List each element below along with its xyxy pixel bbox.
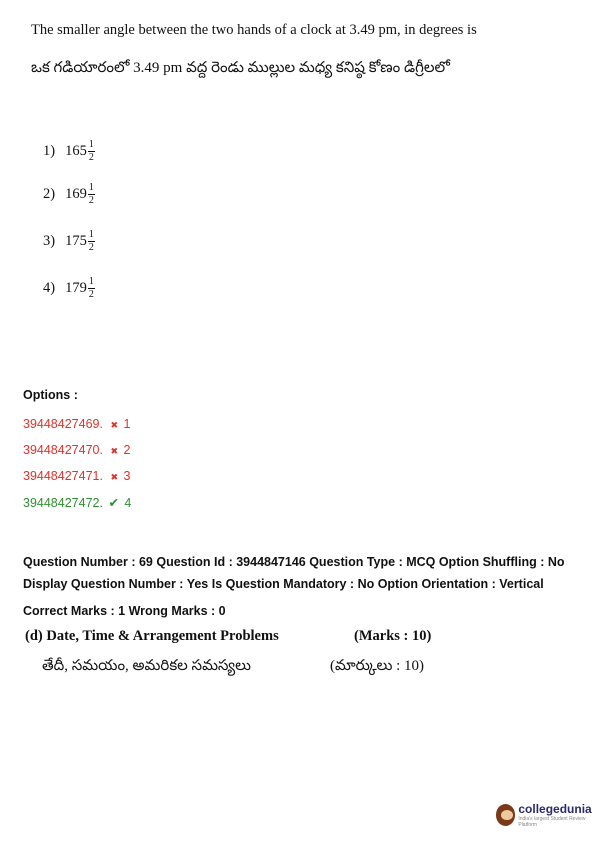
option-id-text: 39448427470. [23, 443, 103, 457]
logo-mascot-icon [496, 804, 515, 826]
choice-1 [43, 140, 95, 163]
cross-icon: ✖ [110, 420, 118, 430]
choice-fraction [88, 183, 95, 206]
option-id-4 [23, 495, 131, 510]
choice-value: 169 [65, 186, 87, 202]
fraction-denominator: 2 [88, 195, 94, 206]
section-title-telugu: తేదీ, సమయం, అమరికల సమస్యలు [42, 658, 251, 674]
fraction-numerator: 1 [88, 276, 94, 287]
fraction-denominator: 2 [88, 152, 94, 163]
choice-fraction [88, 140, 95, 163]
choice-fraction [88, 277, 95, 300]
option-id-text: 39448427469. [23, 417, 103, 431]
options-title: Options : [23, 388, 78, 402]
logo-name: collegedunia [518, 802, 592, 816]
choice-number: 2) [43, 186, 56, 202]
option-id-1 [23, 417, 130, 431]
section-marks: (Marks : 10) [354, 628, 432, 644]
option-label: 2 [123, 443, 131, 457]
cross-icon: ✖ [110, 472, 118, 482]
question-meta-line-3: Correct Marks : 1 Wrong Marks : 0 [23, 604, 226, 618]
question-english: The smaller angle between the two hands of a clock at 3.49 pm, in degrees is [31, 22, 477, 38]
choice-value: 165 [65, 143, 87, 159]
fraction-numerator: 1 [88, 229, 94, 240]
logo-tagline: India's largest Student Review Platform [518, 816, 586, 828]
choice-4 [43, 277, 95, 300]
check-icon: ✔ [108, 496, 119, 510]
fraction-numerator: 1 [88, 182, 94, 193]
choice-2 [43, 183, 95, 206]
question-meta-line-2: Display Question Number : Yes Is Question Mandatory : No Option Orientation : Vertical [23, 577, 544, 591]
choice-fraction [88, 230, 95, 253]
fraction-denominator: 2 [88, 289, 94, 300]
fraction-numerator: 1 [88, 139, 94, 150]
option-label: 3 [123, 469, 131, 483]
option-label: 1 [123, 417, 131, 431]
choice-number: 4) [43, 280, 56, 296]
choice-value: 175 [65, 233, 87, 249]
choice-3 [43, 230, 95, 253]
choice-number: 1) [43, 143, 56, 159]
collegedunia-logo [496, 802, 595, 828]
cross-icon: ✖ [110, 446, 118, 456]
option-id-2 [23, 443, 130, 457]
question-meta-line-1: Question Number : 69 Question Id : 3944847146 Question Type : MCQ Option Shuffling : No [23, 555, 565, 569]
choice-number: 3) [43, 233, 56, 249]
option-id-3 [23, 469, 130, 483]
section-title: (d) Date, Time & Arrangement Problems [25, 628, 279, 644]
option-id-text: 39448427472. [23, 496, 103, 510]
fraction-denominator: 2 [88, 242, 94, 253]
section-marks-telugu: (మార్కులు : 10) [330, 658, 425, 674]
question-telugu: ఒక గడియారంలో 3.49 pm వద్ద రెండు ముల్లుల మధ్య కనిష్ఠ కోణం డిగ్రీలలో [31, 60, 450, 76]
choice-value: 179 [65, 280, 87, 296]
option-label: 4 [124, 496, 132, 510]
option-id-text: 39448427471. [23, 469, 103, 483]
